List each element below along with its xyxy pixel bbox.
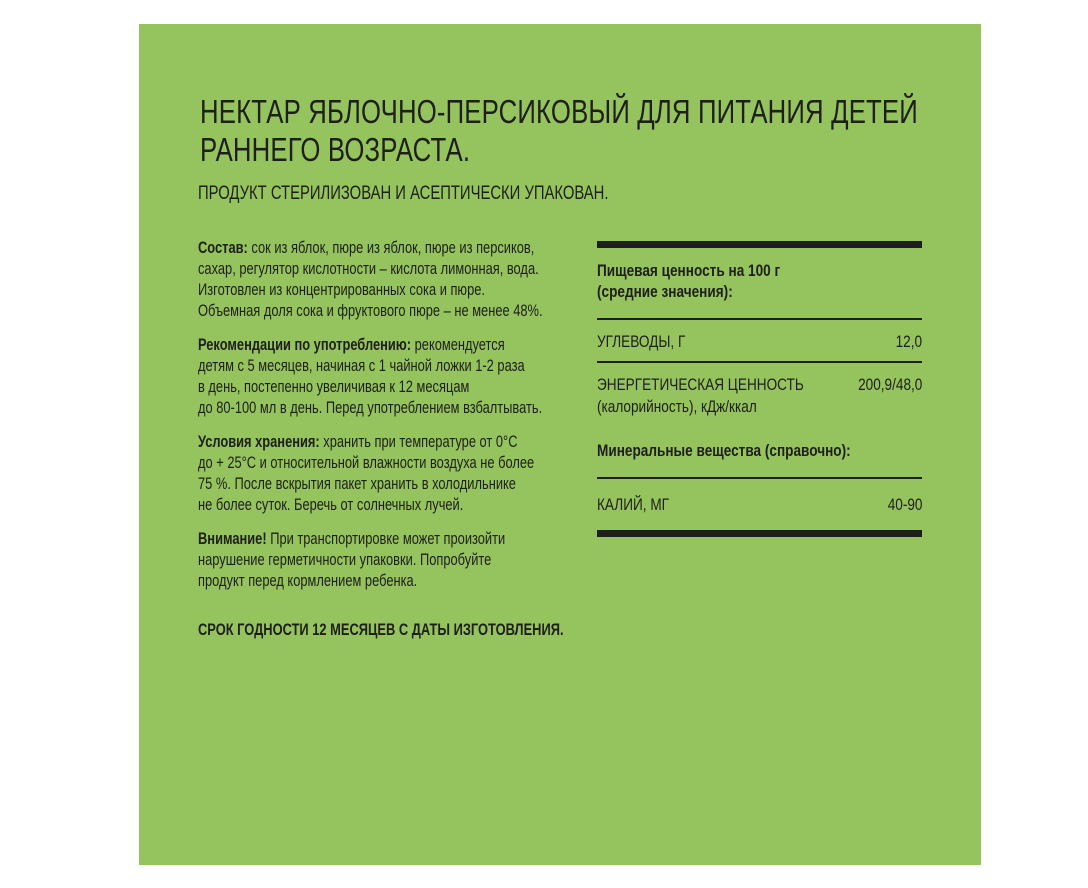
recommendations-line: до 80-100 мл в день. Перед употреблением взбалтывать. bbox=[198, 399, 543, 417]
nutrition-bottom-rule bbox=[597, 530, 922, 537]
nutrition-divider bbox=[597, 318, 922, 320]
minerals-header: Минеральные вещества (справочно): bbox=[597, 441, 851, 460]
nutrition-divider bbox=[597, 477, 922, 479]
carbs-label: УГЛЕВОДЫ, Г bbox=[597, 332, 686, 351]
composition-line: Объемная доля сока и фруктового пюре – не менее 48%. bbox=[198, 302, 543, 320]
composition-line: сахар, регулятор кислотности – кислота лимонная, вода. bbox=[198, 260, 539, 278]
composition-block bbox=[198, 238, 588, 322]
potassium-label: КАЛИЙ, МГ bbox=[597, 495, 670, 514]
storage-block bbox=[198, 432, 588, 516]
storage-line: хранить при температуре от 0°С bbox=[319, 433, 518, 451]
product-subtitle: ПРОДУКТ СТЕРИЛИЗОВАН И АСЕПТИЧЕСКИ УПАКОВАН. bbox=[198, 183, 609, 204]
nutrition-header bbox=[597, 260, 780, 302]
recommendations-block bbox=[198, 335, 588, 419]
warning-block bbox=[198, 529, 588, 592]
composition-label: Состав: bbox=[198, 239, 248, 257]
storage-line: 75 %. После вскрытия пакет хранить в холодильнике bbox=[198, 475, 516, 493]
storage-line: до + 25°С и относительной влажности воздуха не более bbox=[198, 454, 535, 472]
title-line-2: РАННЕГО ВОЗРАСТА. bbox=[200, 131, 471, 168]
recommendations-line: рекомендуется bbox=[411, 336, 505, 354]
shelf-life: СРОК ГОДНОСТИ 12 МЕСЯЦЕВ С ДАТЫ ИЗГОТОВЛЕНИЯ. bbox=[198, 621, 564, 639]
recommendations-label: Рекомендации по употреблению: bbox=[198, 336, 412, 354]
warning-line: нарушение герметичности упаковки. Попробуйте bbox=[198, 551, 492, 569]
warning-label: Внимание! bbox=[198, 530, 267, 548]
composition-line: сок из яблок, пюре из яблок, пюре из персиков, bbox=[247, 239, 535, 257]
warning-line: При транспортировке может произойти bbox=[266, 530, 506, 548]
recommendations-line: детям с 5 месяцев, начиная с 1 чайной ложки 1-2 раза bbox=[198, 357, 525, 375]
carbs-value: 12,0 bbox=[895, 332, 922, 351]
recommendations-line: в день, постепенно увеличивая к 12 месяцам bbox=[198, 378, 470, 396]
energy-sublabel: (калорийность), кДж/ккал bbox=[597, 397, 757, 416]
energy-value: 200,9/48,0 bbox=[857, 375, 922, 394]
storage-line: не более суток. Беречь от солнечных лучей. bbox=[198, 496, 464, 514]
composition-line: Изготовлен из концентрированных сока и пюре. bbox=[198, 281, 485, 299]
warning-line: продукт перед кормлением ребенка. bbox=[198, 572, 418, 590]
nutrition-top-rule bbox=[597, 241, 922, 248]
title-line-1: НЕКТАР ЯБЛОЧНО-ПЕРСИКОВЫЙ ДЛЯ ПИТАНИЯ ДЕТЕЙ bbox=[200, 93, 918, 130]
energy-label: ЭНЕРГЕТИЧЕСКАЯ ЦЕННОСТЬ bbox=[597, 375, 804, 394]
storage-label: Условия хранения: bbox=[198, 433, 320, 451]
nutrition-divider bbox=[597, 361, 922, 363]
nutrition-header-line-2: (средние значения): bbox=[597, 282, 733, 301]
nutrition-header-line-1: Пищевая ценность на 100 г bbox=[597, 261, 781, 280]
potassium-value: 40-90 bbox=[887, 495, 922, 514]
product-title bbox=[200, 93, 918, 169]
product-info-column bbox=[198, 238, 588, 605]
